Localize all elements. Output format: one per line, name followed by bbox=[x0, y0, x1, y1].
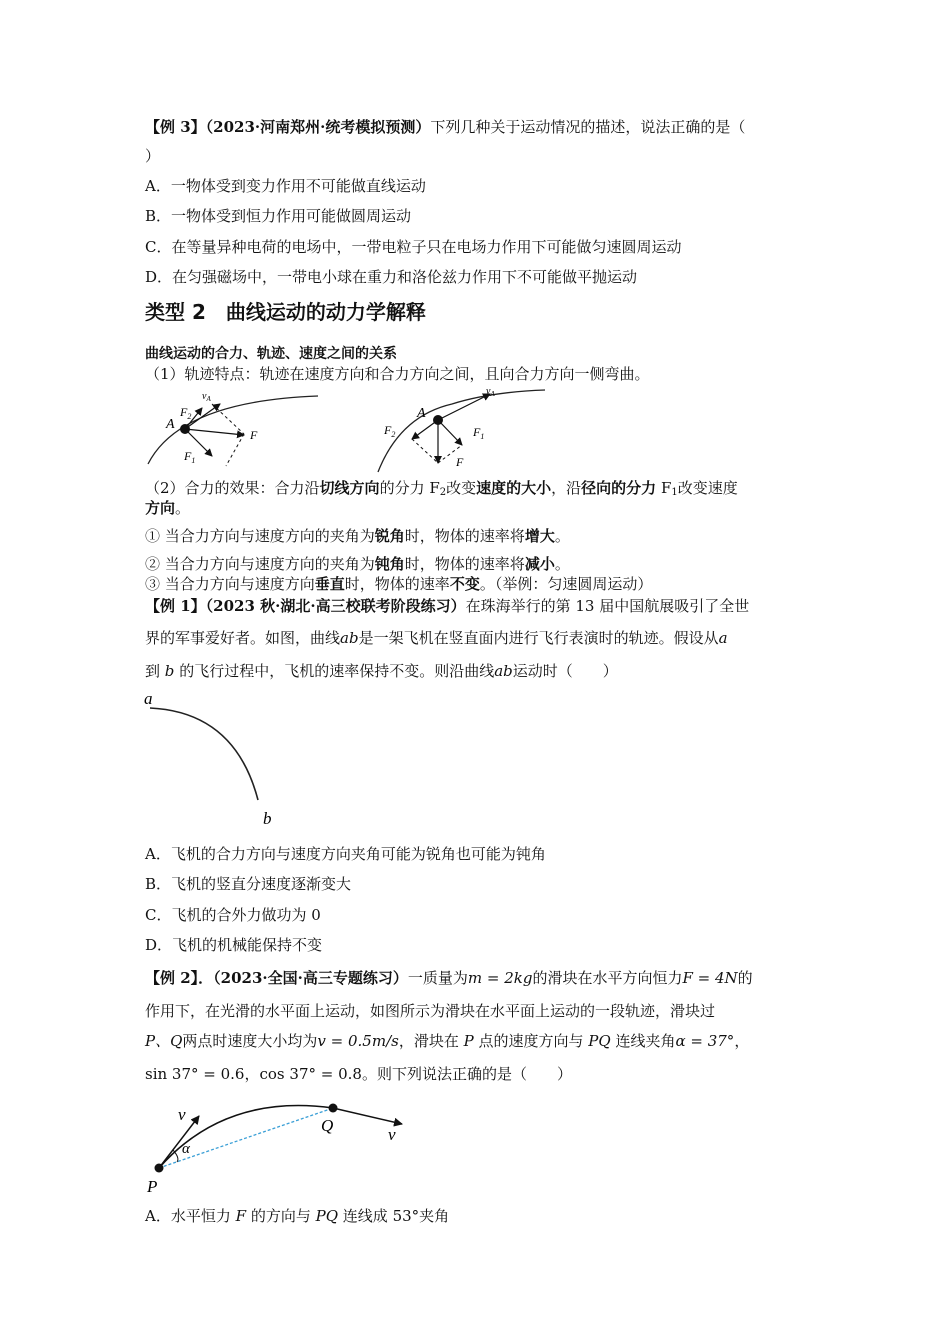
ex1-line2: 界的军事爱好者。如图，曲线ab是一架飞机在竖直面内进行飞行表演时的轨迹。假设从a bbox=[145, 629, 728, 647]
force-effect-line2: 方向。 bbox=[145, 499, 191, 517]
f2-sub: 2 bbox=[187, 412, 192, 421]
ex1-tag: 【例 1】（2023 秋·湖北·高三校联考阶段练习） bbox=[145, 597, 466, 615]
ex1-option-a: A．飞机的合力方向与速度方向夹角可能为锐角也可能为钝角 bbox=[145, 845, 546, 863]
ex2-line4: sin 37° = 0.6，cos 37° = 0.8。则下列说法正确的是（ ） bbox=[145, 1065, 572, 1083]
mass-equation: m = 2kg bbox=[467, 969, 533, 987]
ex3-stem bbox=[145, 117, 745, 137]
ex3-stem-end: ） bbox=[145, 147, 161, 165]
svg-text:vA bbox=[486, 386, 495, 398]
ex1-line3: 到 b 的飞行过程中，飞机的速率保持不变。则沿曲线ab运动时（ ） bbox=[145, 662, 618, 680]
va-label: v bbox=[202, 391, 207, 402]
f1-sub: 1 bbox=[191, 456, 196, 465]
ex2-tag: 【例 2】．（2023·全国·高三专题练习） bbox=[145, 969, 408, 987]
f1-label: F bbox=[184, 449, 192, 463]
ex3-option-c: C．在等量异种电荷的电场中，一带电粒子只在电场力作用下可能做匀速圆周运动 bbox=[145, 238, 682, 256]
ex3-option-a: A．一物体受到变力作用不可能做直线运动 bbox=[145, 177, 426, 195]
diagram-right bbox=[378, 386, 545, 472]
force-diagram bbox=[140, 386, 560, 478]
case-perpendicular: ③ 当合力方向与速度方向垂直时，物体的速率不变。（举例：匀速圆周运动） bbox=[145, 575, 653, 593]
angle-equation: α = 37° bbox=[675, 1032, 735, 1050]
f2-label-2: F bbox=[384, 423, 392, 437]
ex1-option-b: B．飞机的竖直分速度逐渐变大 bbox=[145, 875, 352, 893]
ex3-option-b: B．一物体受到恒力作用可能做圆周运动 bbox=[145, 207, 412, 225]
velocity-label-p: v bbox=[178, 1105, 186, 1124]
point-p-label: P bbox=[147, 1177, 158, 1196]
force-equation: F = 4N bbox=[682, 969, 738, 987]
f-label: F bbox=[250, 428, 258, 442]
sin-equation: sin 37° = 0.6 bbox=[145, 1065, 245, 1083]
ex1-line1: 【例 1】（2023 秋·湖北·高三校联考阶段练习）在珠海举行的第 13 届中国航展吸引了全世 bbox=[145, 597, 750, 615]
velocity-label-q: v bbox=[388, 1125, 396, 1144]
force-effect-line1: （2）合力的效果：合力沿切线方向的分力 $F_2$改变速度的大小，沿径向的分力 $F_1$改变速度 bbox=[145, 479, 738, 498]
speed-equation: v = 0.5m/s bbox=[317, 1032, 399, 1050]
svg-text:F2 bbox=[383, 423, 395, 439]
ex1-option-d: D．飞机的机械能保持不变 bbox=[145, 936, 323, 954]
f2-sub-2: 2 bbox=[391, 430, 396, 439]
svg-text:F1 bbox=[183, 449, 195, 465]
curve-point-a: a bbox=[144, 689, 153, 708]
diagram-left bbox=[148, 391, 318, 466]
f-label-2: F bbox=[456, 455, 464, 469]
va-label-2: v bbox=[486, 386, 491, 397]
f2-label: F bbox=[180, 405, 188, 419]
svg-text:F1 bbox=[472, 425, 484, 441]
ex2-line1: 【例 2】．（2023·全国·高三专题练习）一质量为m = 2kg的滑块在水平方向恒力F = 4N的 bbox=[145, 969, 753, 987]
ex2-line3: P、Q两点时速度大小均为v = 0.5m/s，滑块在 P 点的速度方向与 PQ 连线夹角α = 37°， bbox=[145, 1032, 750, 1050]
point-a-label: A bbox=[166, 417, 175, 432]
ex2-line2: 作用下，在光滑的水平面上运动，如图所示为滑块在水平面上运动的一段轨迹，滑块过 bbox=[145, 1002, 716, 1020]
ex1-option-c: C．飞机的合外力做功为 0 bbox=[145, 906, 321, 924]
ex3-tag: 【例 3】（2023·河南郑州·统考模拟预测） bbox=[145, 118, 431, 136]
f1-label-2: F bbox=[473, 425, 481, 439]
ex3-option-d: D．在匀强磁场中，一带电小球在重力和洛伦兹力作用下不可能做平抛运动 bbox=[145, 268, 638, 286]
point-q-label: Q bbox=[321, 1116, 334, 1135]
curve-ab-figure bbox=[140, 684, 290, 830]
case-acute: ① 当合力方向与速度方向的夹角为锐角时，物体的速率将增大。 bbox=[145, 527, 570, 545]
section-subtitle: 曲线运动的合力、轨迹、速度之间的关系 bbox=[145, 346, 397, 362]
va-sub-2: A bbox=[490, 390, 495, 398]
alpha-label: α bbox=[182, 1141, 190, 1157]
ex3-stem-text: 下列几种关于运动情况的描述，说法正确的是（ bbox=[430, 118, 746, 136]
trajectory-feature: （1）轨迹特点：轨迹在速度方向和合力方向之间，且向合力方向一侧弯曲。 bbox=[145, 365, 650, 383]
cos-equation: cos 37° = 0.8 bbox=[259, 1065, 362, 1083]
pq-trajectory-figure bbox=[140, 1098, 420, 1198]
case-obtuse: ② 当合力方向与速度方向的夹角为钝角时，物体的速率将减小。 bbox=[145, 555, 570, 573]
section-title: 类型 2 曲线运动的动力学解释 bbox=[145, 300, 426, 324]
va-sub: A bbox=[206, 395, 211, 403]
svg-text:vA bbox=[202, 391, 211, 403]
f1-sub-2: 1 bbox=[480, 432, 485, 441]
svg-text:F2 bbox=[179, 405, 191, 421]
point-a-label-2: A bbox=[417, 406, 426, 421]
ex2-option-a: A．水平恒力 F 的方向与 PQ 连线成 53°夹角 bbox=[145, 1207, 450, 1225]
curve-point-b: b bbox=[263, 809, 272, 828]
